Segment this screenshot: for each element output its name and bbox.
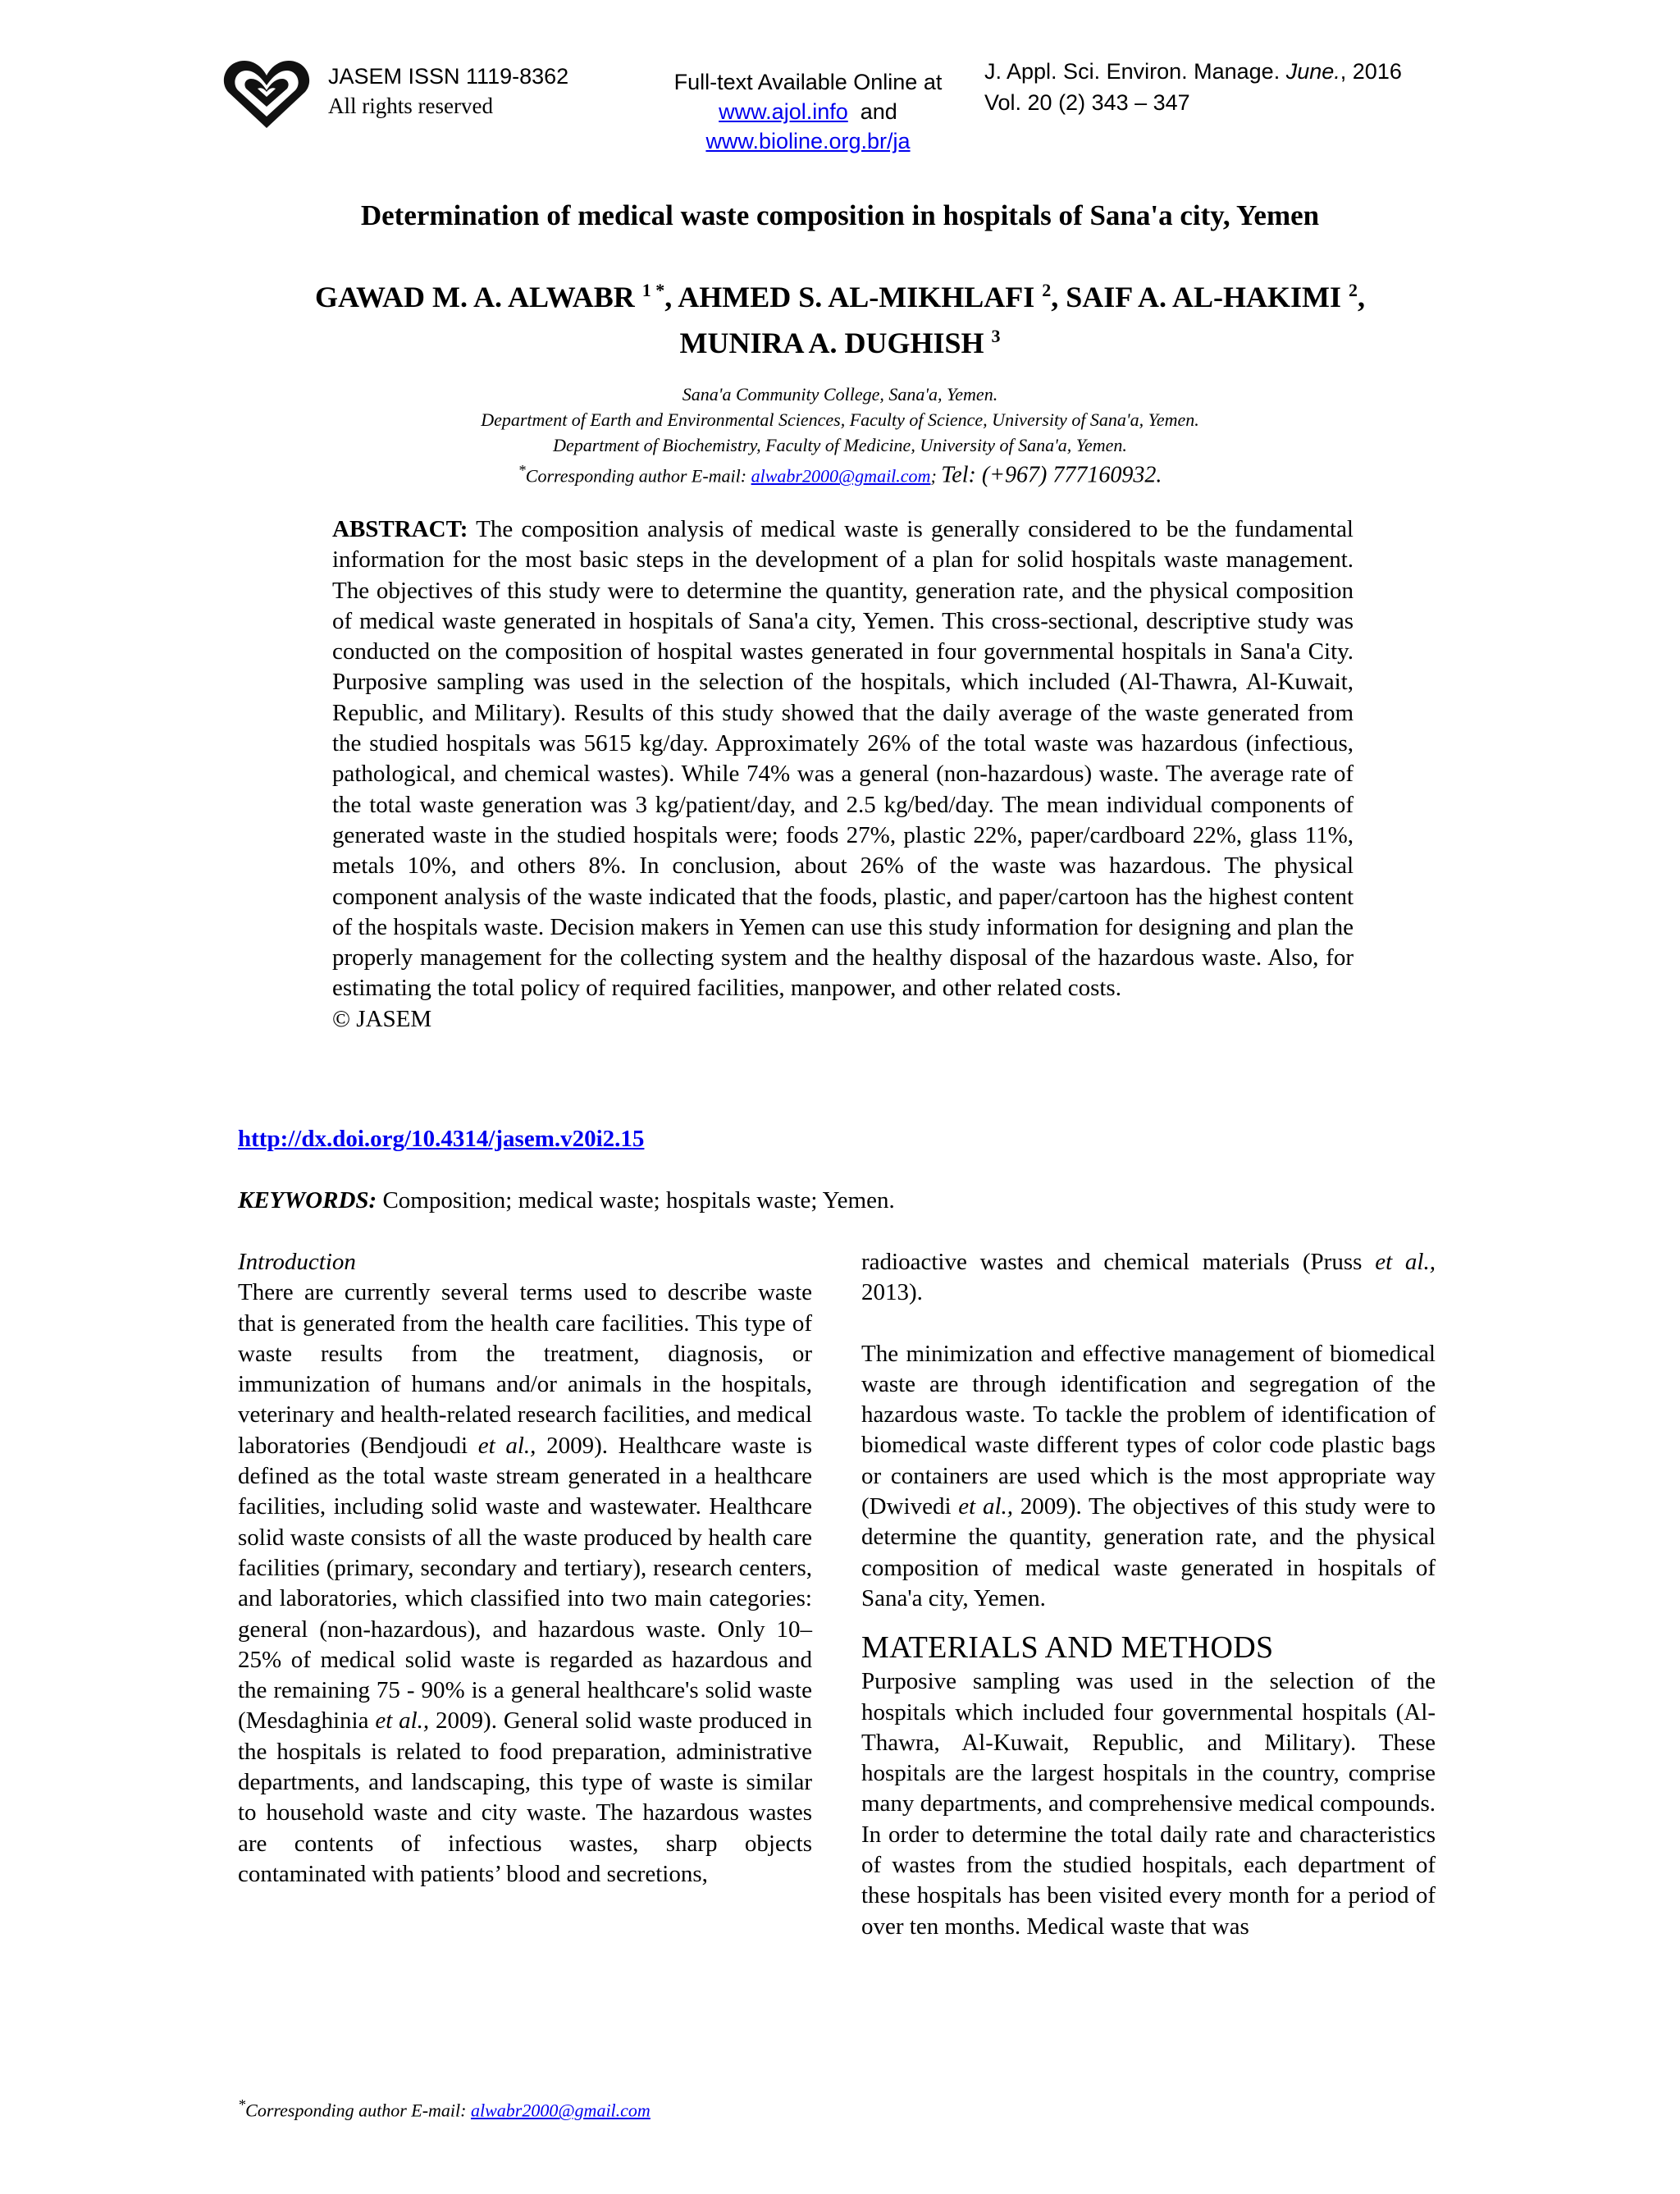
keywords	[238, 1187, 895, 1214]
and-word: and	[860, 99, 897, 124]
copyright: © JASEM	[332, 1005, 432, 1032]
abstract-text: The composition analysis of medical waste is generally considered to be the fundamental information for the most basic steps in the development of a plan for solid hospitals waste management. The objectives of this study were to determine the quantity, generation rate, and the physical composition of medical waste generated in hospitals of Sana'a city, Yemen. This cross-sectional, descriptive study was conducted on the composition of hospital wastes generated in four governmental hospitals in Sana'a City. Purposive sampling was used in the selection of the hospitals, which included (Al-Thawra, Al-Kuwait, Republic, and Military). Results of this study showed that the daily average of the waste generated from the studied hospitals was 5615 kg/day. Approximately 26% of the total waste was hazardous (infectious, pathological, and chemical wastes). While 74% was a general (non-hazardous) waste. The average rate of the total waste generation was 3 kg/patient/day, and 2.5 kg/bed/day. The mean individual components of generated waste in the studied hospitals were; foods 27%, plastic 22%, paper/cardboard 22%, glass 11%, metals 10%, and others 8%. In conclusion, about 26% of the waste was hazardous. The physical component analysis of the waste indicated that the foods, plastic, and paper/cartoon has the highest content of the hospitals waste. Decision makers in Yemen can use this study information for designing and plan the properly management for the collecting system and the healthy disposal of the hazardous waste. Also, for estimating the total policy of required facilities, manpower, and other related costs.	[332, 516, 1354, 1002]
fulltext-label: Full-text Available Online at	[673, 70, 943, 94]
keywords-text: Composition; medical waste; hospitals waste; Yemen.	[377, 1187, 895, 1214]
footnote	[238, 2096, 651, 2121]
right-text-4: 2009). The objectives of this study were to determine the quantity, generation rate, and the physical composition of medical waste generated in hospitals of Sana'a city, Yemen.	[861, 1493, 1436, 1611]
materials-methods-paragraph: Purposive sampling was used in the selection of the hospitals which included four governmental hospitals (Al-Thawra, Al-Kuwait, Republic, and Military). These hospitals are the largest hospitals in the country, comprise many departments, and comprehensive medical compounds. In order to determine the total daily rate and characteristics of wastes from the studied hospitals, each department of these hospitals has been visited every month for a period of over ten months. Medical waste that was	[861, 1668, 1436, 1940]
right-column	[861, 1247, 1436, 1942]
footnote-email-link[interactable]: alwabr2000@gmail.com	[470, 2100, 651, 2121]
author-separator: ,	[1358, 281, 1365, 313]
corr-star: *	[518, 462, 526, 478]
ajol-link[interactable]: www.ajol.info	[719, 99, 848, 124]
right-paragraph-1	[861, 1247, 1436, 1309]
author-2-sup: 2	[1042, 280, 1052, 300]
author-3: , SAIF A. AL-HAKIMI	[1051, 281, 1341, 313]
intro-text-2: 2009). Healthcare waste is defined as the total waste stream generated in a healthcare facilities, including solid waste and wastewater. Healthcare solid waste consists of all the waste produced by health care facilities (primary, secondary and tertiary), research centers, and laboratories, which classified into two main categories: general (non-hazardous), and hazardous waste. Only 10–25% of medical solid waste is regarded as hazardous and the remaining 75 - 90% is a general healthcare's solid waste (Mesdaghinia	[238, 1432, 812, 1735]
right-text-3: The minimization and effective management of biomedical waste are through identification and segregation of the hazardous waste. To tackle the problem of identification of biomedical waste different types of color code plastic bags or containers are used which is the most appropriate way (Dwivedi	[861, 1340, 1436, 1520]
intro-etal-1: et al.,	[477, 1432, 536, 1459]
corr-tel: Tel: (+967) 777160932.	[941, 462, 1162, 488]
journal-citation	[984, 56, 1402, 118]
footnote-star: *	[238, 2096, 246, 2113]
keywords-label: KEYWORDS:	[238, 1187, 377, 1214]
doi-link[interactable]: http://dx.doi.org/10.4314/jasem.v20i2.15	[238, 1126, 645, 1152]
introduction-heading: Introduction	[238, 1249, 356, 1275]
issn-label: JASEM ISSN 1119-8362	[328, 64, 569, 89]
author-1: GAWAD M. A. ALWABR	[314, 281, 635, 313]
corr-separator: ;	[930, 465, 942, 487]
jasem-logo-icon	[221, 56, 312, 131]
affiliation-1: Sana'a Community College, Sana'a, Yemen.	[682, 384, 998, 405]
intro-text-3: 2009). General solid waste produced in the hospitals is related to food preparation, administrative departments, and landscaping, this type of waste is similar to household waste and city waste. The hazardous wastes are contents of infectious wastes, sharp objects contaminated with patients’ blood and secretions,	[238, 1707, 812, 1887]
right-text-2: 2013).	[861, 1279, 923, 1306]
journal-year: , 2016	[1340, 59, 1402, 84]
affiliations	[164, 382, 1516, 488]
author-4: MUNIRA A. DUGHISH	[679, 327, 984, 359]
author-3-sup: 2	[1349, 280, 1358, 300]
affiliation-2: Department of Earth and Environmental Sciences, Faculty of Science, University of Sana'a, Yemen.	[481, 409, 1199, 430]
corresponding-author	[164, 458, 1516, 488]
abstract-label: ABSTRACT:	[332, 516, 468, 542]
left-column	[238, 1247, 812, 1890]
footnote-label: Corresponding author E-mail:	[245, 2100, 471, 2121]
fulltext-block	[656, 67, 960, 156]
right-etal-1: et al.,	[1375, 1249, 1436, 1275]
materials-methods-heading: MATERIALS AND METHODS	[861, 1630, 1274, 1666]
corr-label: Corresponding author E-mail:	[525, 465, 751, 487]
journal-volume: Vol. 20 (2) 343 – 347	[984, 90, 1190, 115]
journal-month: June.	[1285, 59, 1340, 84]
abstract	[332, 514, 1354, 1035]
intro-text-1: There are currently several terms used to describe waste that is generated from the health care facilities. This type of waste results from the treatment, diagnosis, or immunization of humans and/or animals in the hospitals, veterinary and health-related research facilities, and medical laboratories (Bendjoudi	[238, 1279, 812, 1459]
author-1-sup: 1 *	[641, 280, 665, 300]
intro-paragraph	[238, 1278, 812, 1890]
intro-etal-2: et al.,	[375, 1707, 430, 1735]
bioline-link[interactable]: www.bioline.org.br/ja	[705, 129, 911, 153]
right-text-1: radioactive wastes and chemical materials (Pruss	[861, 1249, 1376, 1275]
rights-label: All rights reserved	[328, 94, 493, 118]
affiliation-3: Department of Biochemistry, Faculty of Medicine, University of Sana'a, Yemen.	[553, 435, 1127, 455]
journal-name: J. Appl. Sci. Environ. Manage.	[984, 59, 1281, 84]
paper-title: Determination of medical waste composition in hospitals of Sana'a city, Yemen	[360, 199, 1320, 231]
author-list	[164, 271, 1516, 363]
right-etal-2: et al.,	[958, 1493, 1014, 1520]
right-paragraph-2	[861, 1339, 1436, 1615]
author-2: , AHMED S. AL-MIKHLAFI	[664, 281, 1035, 313]
author-4-sup: 3	[991, 326, 1001, 346]
corr-email-link[interactable]: alwabr2000@gmail.com	[751, 465, 931, 487]
